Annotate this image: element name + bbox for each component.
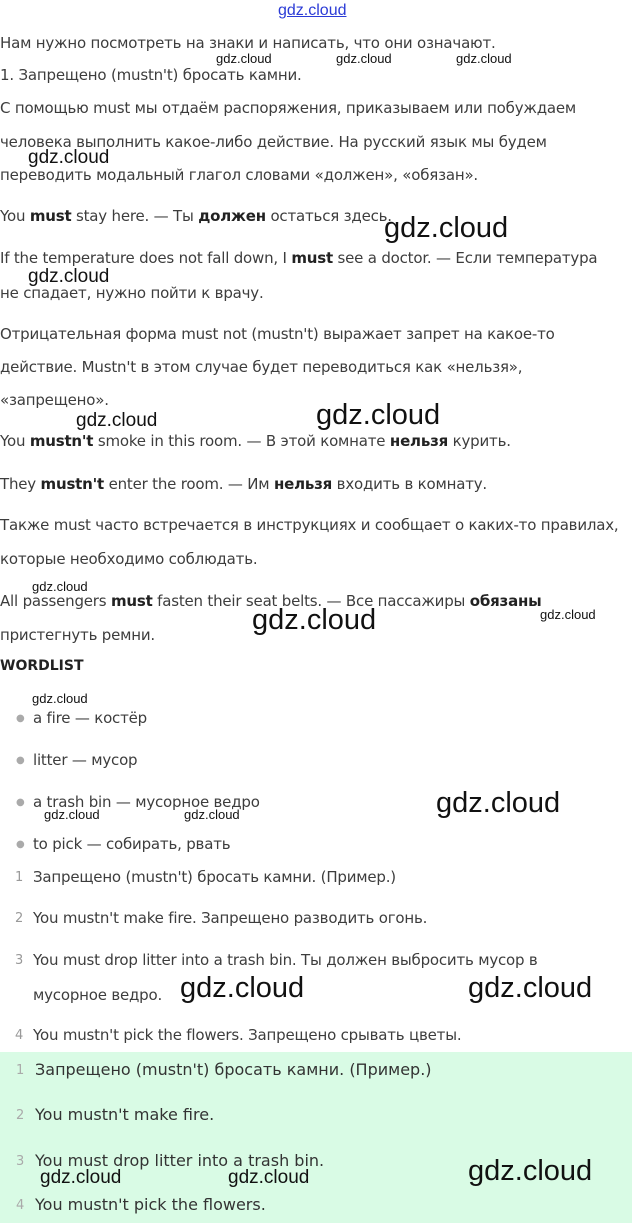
para1-line-1: С помощью must мы отдаём распоряжения, приказываем или побуждаем <box>0 99 577 117</box>
bullet-icon: ● <box>16 713 25 724</box>
bullet-icon: ● <box>16 797 25 808</box>
watermark: gdz.cloud <box>216 51 272 66</box>
watermark: gdz.cloud <box>76 410 158 431</box>
watermark-top: gdz.cloud <box>278 2 347 19</box>
watermark: gdz.cloud <box>40 1167 122 1188</box>
watermark: gdz.cloud <box>384 212 509 244</box>
answer-number: 4 <box>16 1198 25 1213</box>
bullet-icon: ● <box>16 839 25 850</box>
list-number: 3 <box>15 953 24 968</box>
answer-number: 1 <box>16 1063 25 1078</box>
watermark: gdz.cloud <box>436 787 561 819</box>
intro-line-1: Нам нужно посмотреть на знаки и написать, что они означают. <box>0 34 496 52</box>
para2-line-2: действие. Mustn't в этом случае будет переводиться как «нельзя», <box>0 358 523 376</box>
numbered-item-line-2: мусорное ведро. <box>33 986 163 1004</box>
example-must-fasten: All passengers must fasten their seat belts. — Все пассажиры обязаны <box>0 592 542 610</box>
watermark: gdz.cloud <box>316 399 441 431</box>
watermark: gdz.cloud <box>44 807 100 822</box>
example-must-see-doctor-line-2: не спадает, нужно пойти к врачу. <box>0 284 264 302</box>
answer-number: 2 <box>16 1108 25 1123</box>
answer-item: Запрещено (mustn't) бросать камни. (Пример.) <box>35 1060 432 1079</box>
example-must-see-doctor: If the temperature does not fall down, I must see a doctor. — Если температура <box>0 249 598 267</box>
watermark: gdz.cloud <box>228 1167 310 1188</box>
wordlist-item: litter — мусор <box>33 751 138 769</box>
watermark: gdz.cloud <box>252 604 377 636</box>
para1-line-3: переводить модальный глагол словами «должен», «обязан». <box>0 166 478 184</box>
para2-line-3: «запрещено». <box>0 391 109 409</box>
example-must-stay: You must stay here. — Ты должен остаться здесь. <box>0 207 392 225</box>
intro-line-2: 1. Запрещено (mustn't) бросать камни. <box>0 66 302 84</box>
numbered-item: You must drop litter into a trash bin. Ты должен выбросить мусор в <box>33 951 538 969</box>
wordlist-heading: WORDLIST <box>0 658 84 674</box>
watermark: gdz.cloud <box>184 807 240 822</box>
list-number: 4 <box>15 1028 24 1043</box>
watermark: gdz.cloud <box>456 51 512 66</box>
watermark: gdz.cloud <box>540 607 596 622</box>
list-number: 2 <box>15 911 24 926</box>
list-number: 1 <box>15 870 24 885</box>
example-must-fasten-line-2: пристегнуть ремни. <box>0 626 155 644</box>
para3-line-2: которые необходимо соблюдать. <box>0 550 258 568</box>
wordlist-item: a trash bin — мусорное ведро <box>33 793 260 811</box>
numbered-item: You mustn't make fire. Запрещено разводить огонь. <box>33 909 428 927</box>
example-mustnt-enter: They mustn't enter the room. — Им нельзя входить в комнату. <box>0 475 487 493</box>
bullet-icon: ● <box>16 755 25 766</box>
watermark: gdz.cloud <box>32 691 88 706</box>
numbered-item: Запрещено (mustn't) бросать камни. (Пример.) <box>33 868 396 886</box>
example-mustnt-smoke: You mustn't smoke in this room. — В этой комнате нельзя курить. <box>0 432 511 450</box>
watermark: gdz.cloud <box>28 266 110 287</box>
numbered-item: You mustn't pick the flowers. Запрещено срывать цветы. <box>33 1026 462 1044</box>
answer-number: 3 <box>16 1154 25 1169</box>
watermark: gdz.cloud <box>32 579 88 594</box>
answer-item: You mustn't pick the flowers. <box>35 1195 266 1214</box>
watermark: gdz.cloud <box>468 972 593 1004</box>
answer-item: You mustn't make fire. <box>35 1105 215 1124</box>
watermark: gdz.cloud <box>28 147 110 168</box>
para3-line-1: Также must часто встречается в инструкциях и сообщает о каких-то правилах, <box>0 516 619 534</box>
watermark: gdz.cloud <box>468 1155 593 1187</box>
watermark: gdz.cloud <box>336 51 392 66</box>
para2-line-1: Отрицательная форма must not (mustn't) выражает запрет на какое-то <box>0 325 555 343</box>
answer-item: You must drop litter into a trash bin. <box>35 1151 325 1170</box>
para1-line-2: человека выполнить какое-либо действие. На русский язык мы будем <box>0 133 547 151</box>
wordlist-item: to pick — собирать, рвать <box>33 835 231 853</box>
wordlist-item: a fire — костёр <box>33 709 147 727</box>
watermark: gdz.cloud <box>180 972 305 1004</box>
